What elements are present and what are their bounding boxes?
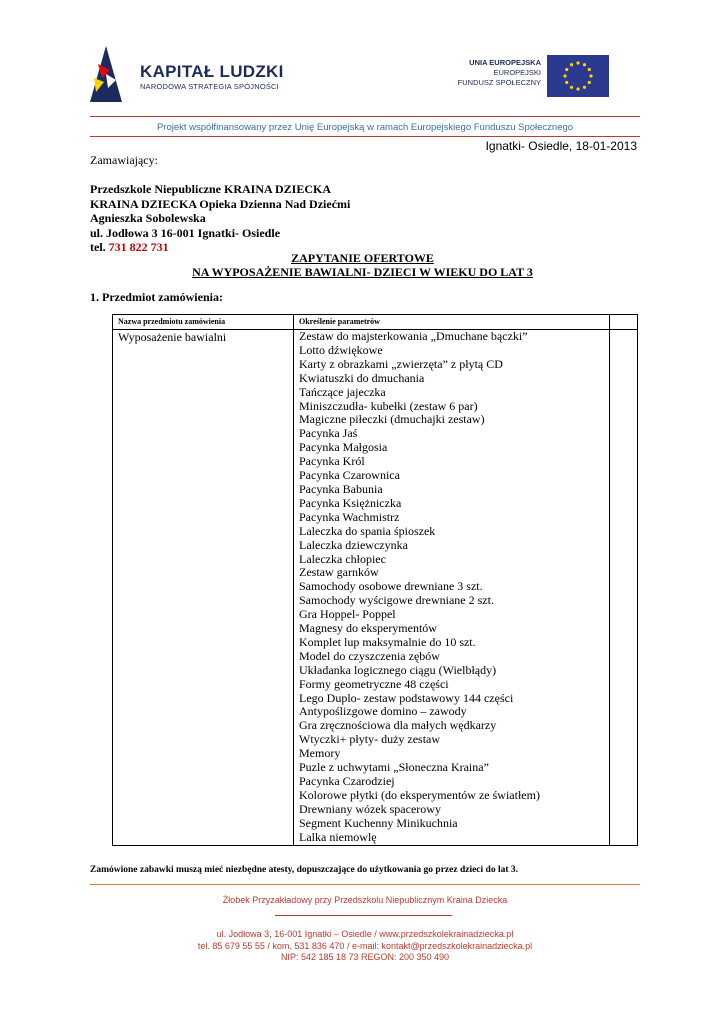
param-item: Drewniany wózek spacerowy	[299, 801, 441, 816]
col-header-params: Określenie parametrów	[294, 315, 610, 330]
table-header-row	[113, 315, 638, 330]
footer-contact	[90, 929, 640, 964]
param-item: Pacynka Babunia	[299, 481, 383, 496]
param-item: Pacynka Czarodziej	[299, 774, 395, 788]
eu-text-block	[458, 58, 541, 88]
param-item: Memory	[299, 746, 341, 761]
items-table	[112, 314, 638, 846]
empty-cell	[610, 330, 638, 846]
param-item: Pacynka Czarownica	[299, 468, 400, 483]
param-item: Puzle z uchwytami „Słoneczna Kraina”	[299, 760, 489, 775]
kapital-ludzki-logo-icon	[88, 44, 124, 104]
title-line-1: ZAPYTANIE OFERTOWE	[291, 251, 434, 265]
cofinancing-text: Projekt współfinansowany przez Unię Europejską w ramach Europejskiego Funduszu Społecznego	[156, 122, 574, 133]
logo-title: KAPITAŁ LUDZKI	[140, 62, 284, 81]
param-item: Lego Duplo- zestaw podstawowy 144 części	[299, 690, 514, 705]
footer-phone-email: tel. 85 679 55 55 / kom. 531 836 470 / e-mail: kontakt@przedszkolekrainadziecka.pl	[197, 940, 533, 951]
param-item: Lotto dźwiękowe	[299, 342, 383, 357]
param-item: Samochody osobowe drewniane 3 szt.	[299, 579, 483, 594]
param-item: Pacynka Król	[299, 454, 365, 469]
param-item: Laleczka do spania śpioszek	[299, 523, 436, 538]
param-item: Zestaw garnków	[299, 565, 379, 580]
certification-note: Zamówione zabawki muszą mieć niezbędne atesty, dopuszczające do użytkowania go przez dzieci do lat 3.	[90, 865, 518, 875]
param-item: Wtyczki+ płyty- duży zestaw	[299, 732, 441, 747]
footer-institution: Żłobek Przyzakładowy przy Przedszkolu Niepublicznym Kraina Dziecka	[222, 895, 508, 905]
param-item: Kolorowe płytki (do eksperymentów ze światłem)	[299, 787, 540, 802]
eu-line-1: UNIA EUROPEJSKA	[469, 58, 541, 67]
buyer-address: ul. Jodłowa 3 16-001 Ignatki- Osiedle	[90, 225, 281, 240]
param-item: Segment Kuchenny Minikuchnia	[299, 815, 458, 830]
eu-line-2: EUROPEJSKI	[493, 68, 541, 77]
eu-flag-icon	[547, 55, 609, 97]
param-item: Miniszczudła- kubełki (zestaw 6 par)	[299, 398, 478, 413]
table-row	[113, 330, 638, 846]
item-name-cell: Wyposażenie bawialni	[113, 330, 294, 846]
ordering-party-label: Zamawiający:	[90, 153, 158, 167]
buyer-line-1: Przedszkole Niepubliczne KRAINA DZIECKA	[90, 182, 331, 196]
param-item: Magiczne piłeczki (dmuchajki zestaw)	[299, 412, 485, 427]
param-item: Pacynka Jaś	[299, 426, 358, 441]
title-line-2: NA WYPOSAŻENIE BAWIALNI- DZIECI W WIEKU DO LAT 3	[192, 265, 533, 279]
phone-label: tel.	[90, 240, 106, 254]
param-item: Laleczka chłopiec	[299, 551, 386, 566]
param-item: Układanka logicznego ciągu (Wielbłądy)	[299, 662, 497, 677]
param-item: Pacynka Wachmistrz	[299, 509, 400, 524]
param-item: Lalka niemowlę	[299, 829, 377, 844]
param-item: Antypoślizgowe domino – zawody	[299, 704, 467, 719]
date-line: Ignatki- Osiedle, 18-01-2013	[485, 139, 637, 153]
document-title	[90, 251, 635, 279]
section-heading: 1. Przedmiot zamówienia:	[90, 290, 223, 304]
footer-divider	[90, 884, 640, 885]
eu-line-3: FUNDUSZ SPOŁECZNY	[457, 78, 541, 87]
param-item: Gra zręcznościowa dla małych wędkarzy	[299, 718, 497, 733]
param-item: Formy geometryczne 48 części	[299, 676, 449, 691]
param-item: Tańczące jajeczka	[299, 384, 386, 399]
param-item: Samochody wyścigowe drewniane 2 szt.	[299, 593, 494, 608]
col-header-name: Nazwa przedmiotu zamówienia	[113, 315, 294, 330]
param-item: Komplet lup maksymalnie do 10 szt.	[299, 634, 476, 649]
footer-separator	[275, 915, 452, 916]
param-item: Zestaw do majsterkowania „Dmuchane bączki”	[299, 329, 528, 343]
param-item: Magnesy do eksperymentów	[299, 621, 437, 636]
logo-subtitle: NARODOWA STRATEGIA SPÓJNOŚCI	[140, 82, 279, 91]
phone-number: 731 822 731	[108, 240, 169, 254]
header-divider-2	[90, 136, 640, 137]
param-item: Laleczka dziewczynka	[299, 537, 408, 552]
param-item: Karty z obrazkami „zwierzęta” z płytą CD	[299, 356, 503, 371]
param-item: Kwiatuszki do dmuchania	[299, 370, 425, 385]
param-item: Model do czyszczenia zębów	[299, 648, 440, 663]
param-item: Pacynka Małgosia	[299, 440, 388, 455]
col-header-empty	[610, 315, 638, 330]
footer-tax-ids: NIP: 542 185 18 73 REGON: 200 350 490	[280, 952, 450, 962]
buyer-line-3: Agnieszka Sobolewska	[90, 211, 206, 225]
param-item: Pacynka Księżniczka	[299, 495, 402, 510]
footer-address: ul. Jodłowa 3, 16-001 Ignatki – Osiedle / www.przedszkolekrainadziecka.pl	[216, 929, 514, 939]
buyer-line-2: KRAINA DZIECKA Opieka Dzienna Nad Dziećmi	[90, 196, 351, 211]
params-cell	[294, 330, 610, 846]
header-divider	[90, 116, 640, 117]
param-item: Gra Hoppel- Poppel	[299, 607, 396, 622]
buyer-block	[90, 182, 350, 255]
